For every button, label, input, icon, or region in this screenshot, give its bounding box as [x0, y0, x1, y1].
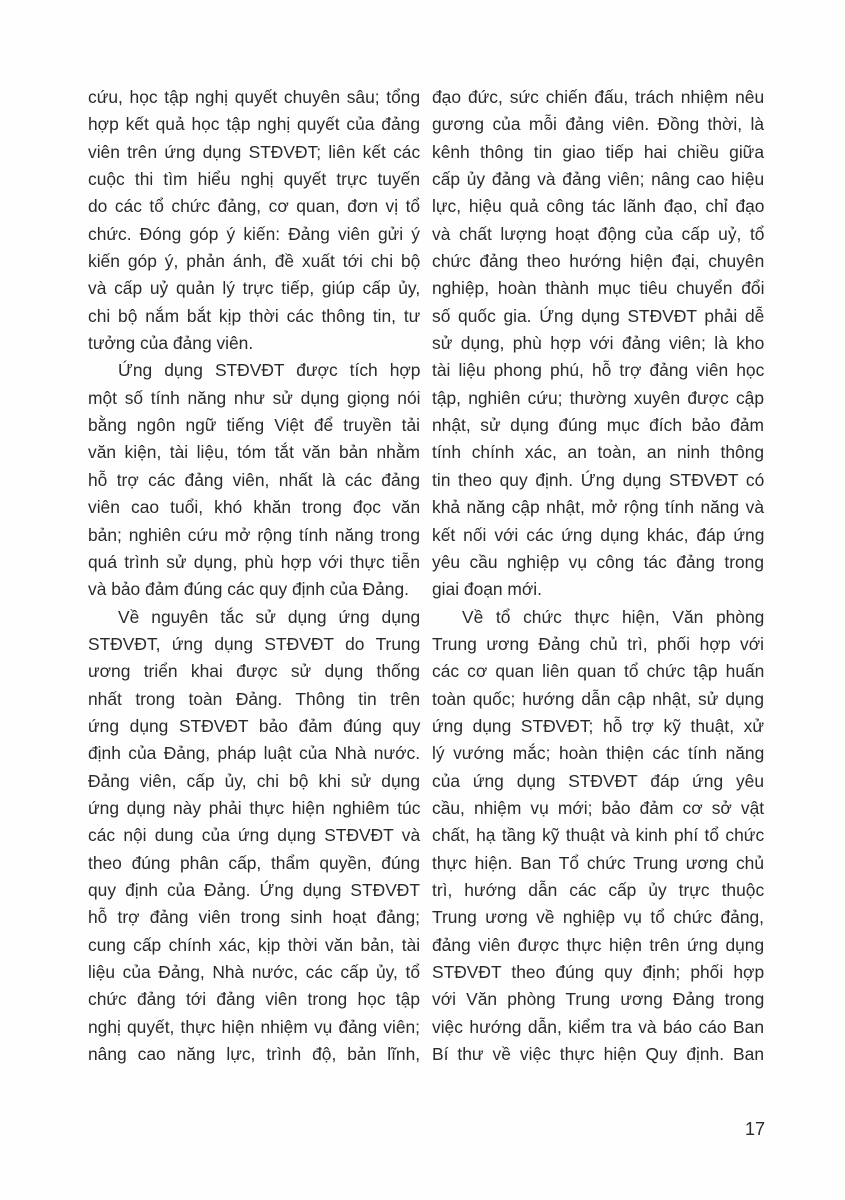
- text-line: tập, nghiên cứu; thường xuyên được cập: [432, 387, 764, 408]
- text-line: đạo đức, sức chiến đấu, trách nhiệm nêu: [432, 87, 765, 107]
- text-line: kênh thông tin giao tiếp hai chiều giữa: [432, 141, 764, 162]
- text-line: nhật, sử dụng đúng mục đích bảo đảm: [432, 415, 764, 436]
- text-line: các nội dung của ứng dụng STĐVĐT và: [88, 825, 421, 846]
- text-line: cung cấp chính xác, kịp thời văn bản, tài: [88, 934, 421, 955]
- text-line: nghị quyết, thực hiện nhiệm vụ đảng viên;: [88, 1016, 420, 1037]
- text-line: STĐVĐT theo đúng quy định; phối hợp: [432, 962, 765, 982]
- text-line: Về nguyên tắc sử dụng ứng dụng: [118, 606, 421, 627]
- text-line: tin theo quy định. Ứng dụng STĐVĐT có: [432, 469, 765, 490]
- text-line: viên cao tuổi, khó khăn trong đọc văn: [88, 497, 421, 518]
- text-line: Trung ương Đảng chủ trì, phối hợp với: [432, 633, 764, 654]
- text-line: STĐVĐT, ứng dụng STĐVĐT do Trung: [88, 633, 421, 654]
- text-line: kết nối với các ứng dụng khác, đáp ứng: [432, 524, 765, 545]
- text-line: chức. Đóng góp ý kiến: Đảng viên gửi ý: [88, 223, 420, 244]
- text-line: kiến góp ý, phản ánh, đề xuất tới chi bộ: [88, 251, 421, 272]
- text-line: theo đúng phân cấp, thẩm quyền, đúng: [88, 852, 420, 873]
- text-line: do các tổ chức đảng, cơ quan, đơn vị tổ: [88, 196, 421, 217]
- text-line: yêu cầu nghiệp vụ công tác đảng trong: [432, 551, 764, 572]
- text-line: việc hướng dẫn, kiểm tra và báo cáo Ban: [432, 1016, 764, 1037]
- text-line: chức đảng theo hướng hiện đại, chuyên: [432, 251, 765, 272]
- text-line: toàn quốc; hướng dẫn cập nhật, sử dụng: [432, 688, 765, 709]
- text-line: sử dụng, phù hợp với đảng viên; là kho: [432, 333, 765, 354]
- text-line: và cấp uỷ quản lý trực tiếp, giúp cấp ủy,: [88, 278, 421, 299]
- text-line: Bí thư về việc thực hiện Quy định. Ban: [432, 1044, 764, 1065]
- text-line: của ứng dụng STĐVĐT đáp ứng yêu: [432, 770, 764, 791]
- text-line: liệu của Đảng, Nhà nước, các cấp ủy, tổ: [88, 962, 420, 982]
- text-line: cấp ủy đảng và đảng viên; nâng cao hiệu: [432, 169, 765, 190]
- text-line: Trung ương về nghiệp vụ tổ chức đảng,: [432, 907, 764, 928]
- text-line: lực, hiệu quả công tác lãnh đạo, chỉ đạo: [432, 196, 765, 217]
- text-line: cuộc thi tìm hiểu nghị quyết trực tuyến: [88, 169, 420, 190]
- text-line: cầu, nhiệm vụ mới; bảo đảm cơ sở vật: [432, 797, 765, 818]
- text-line: tính chính xác, an toàn, an ninh thông: [432, 442, 765, 463]
- text-line: hỗ trợ các đảng viên, nhất là các đảng: [88, 469, 420, 490]
- text-line: tưởng của đảng viên.: [88, 333, 254, 354]
- text-line: thực hiện. Ban Tổ chức Trung ương chủ: [432, 852, 764, 873]
- text-line: tài liệu phong phú, hỗ trợ đảng viên học: [432, 360, 765, 381]
- text-line: hỗ trợ đảng viên trong sinh hoạt đảng;: [88, 907, 420, 928]
- text-line: nâng cao năng lực, trình độ, bản lĩnh,: [88, 1044, 421, 1065]
- text-line: một số tính năng như sử dụng giọng nói: [88, 387, 421, 408]
- text-line: bản; nghiên cứu mở rộng tính năng trong: [88, 524, 420, 545]
- text-line: chức đảng tới đảng viên trong học tập: [88, 989, 420, 1010]
- text-line: nghiệp, hoàn thành mục tiêu chuyển đổi: [432, 278, 765, 299]
- text-line: quy định của Đảng. Ứng dụng STĐVĐT: [88, 879, 420, 900]
- text-line: bằng ngôn ngữ tiếng Việt để truyền tải: [88, 415, 420, 436]
- text-line: Đảng viên, cấp ủy, chi bộ khi sử dụng: [88, 770, 420, 791]
- text-line: giai đoạn mới.: [432, 579, 543, 600]
- text-line: và chất lượng hoạt động của cấp uỷ, tổ: [432, 223, 765, 244]
- text-line: ương triển khai được sử dụng thống: [88, 661, 421, 682]
- text-line: với Văn phòng Trung ương Đảng trong: [432, 989, 765, 1010]
- right-text-column: [432, 84, 764, 1068]
- text-line: khả năng cập nhật, mở rộng tính năng và: [432, 497, 764, 518]
- text-line: chất, hạ tầng kỹ thuật và kinh phí tổ chức: [432, 825, 765, 846]
- text-line: ứng dụng này phải thực hiện nghiêm túc: [88, 797, 421, 818]
- text-line: hợp kết quả học tập nghị quyết của đảng: [88, 114, 420, 135]
- text-line: đảng viên được thực hiện trên ứng dụng: [432, 934, 765, 955]
- text-line: và bảo đảm đúng các quy định của Đảng.: [88, 579, 409, 600]
- text-line: ứng dụng STĐVĐT; hỗ trợ kỹ thuật, xử: [432, 715, 764, 736]
- text-line: định của Đảng, pháp luật của Nhà nước.: [88, 743, 421, 764]
- text-line: các cơ quan liên quan tổ chức tập huấn: [432, 661, 765, 682]
- text-line: Về tổ chức thực hiện, Văn phòng: [462, 606, 765, 627]
- left-text-column: [88, 84, 420, 1068]
- text-line: trì, hướng dẫn các cấp ủy trực thuộc: [432, 879, 765, 900]
- text-line: lý vướng mắc; hoàn thiện các tính năng: [432, 743, 765, 764]
- text-line: văn kiện, tài liệu, tóm tắt văn bản nhằm: [88, 442, 420, 463]
- text-line: chi bộ nắm bắt kịp thời các thông tin, tư: [88, 305, 421, 326]
- text-line: gương của mỗi đảng viên. Đồng thời, là: [432, 114, 765, 135]
- text-line: ứng dụng STĐVĐT bảo đảm đúng quy: [88, 715, 421, 736]
- text-line: quá trình sử dụng, phù hợp với thực tiễn: [88, 551, 420, 572]
- text-line: cứu, học tập nghị quyết chuyên sâu; tổng: [88, 87, 421, 107]
- page-number: 17: [744, 1119, 765, 1139]
- text-line: nhất trong toàn Đảng. Thông tin trên: [88, 688, 421, 709]
- text-line: Ứng dụng STĐVĐT được tích hợp: [118, 360, 421, 381]
- text-line: số quốc gia. Ứng dụng STĐVĐT phải dễ: [432, 305, 765, 326]
- text-line: viên trên ứng dụng STĐVĐT; liên kết các: [88, 141, 421, 162]
